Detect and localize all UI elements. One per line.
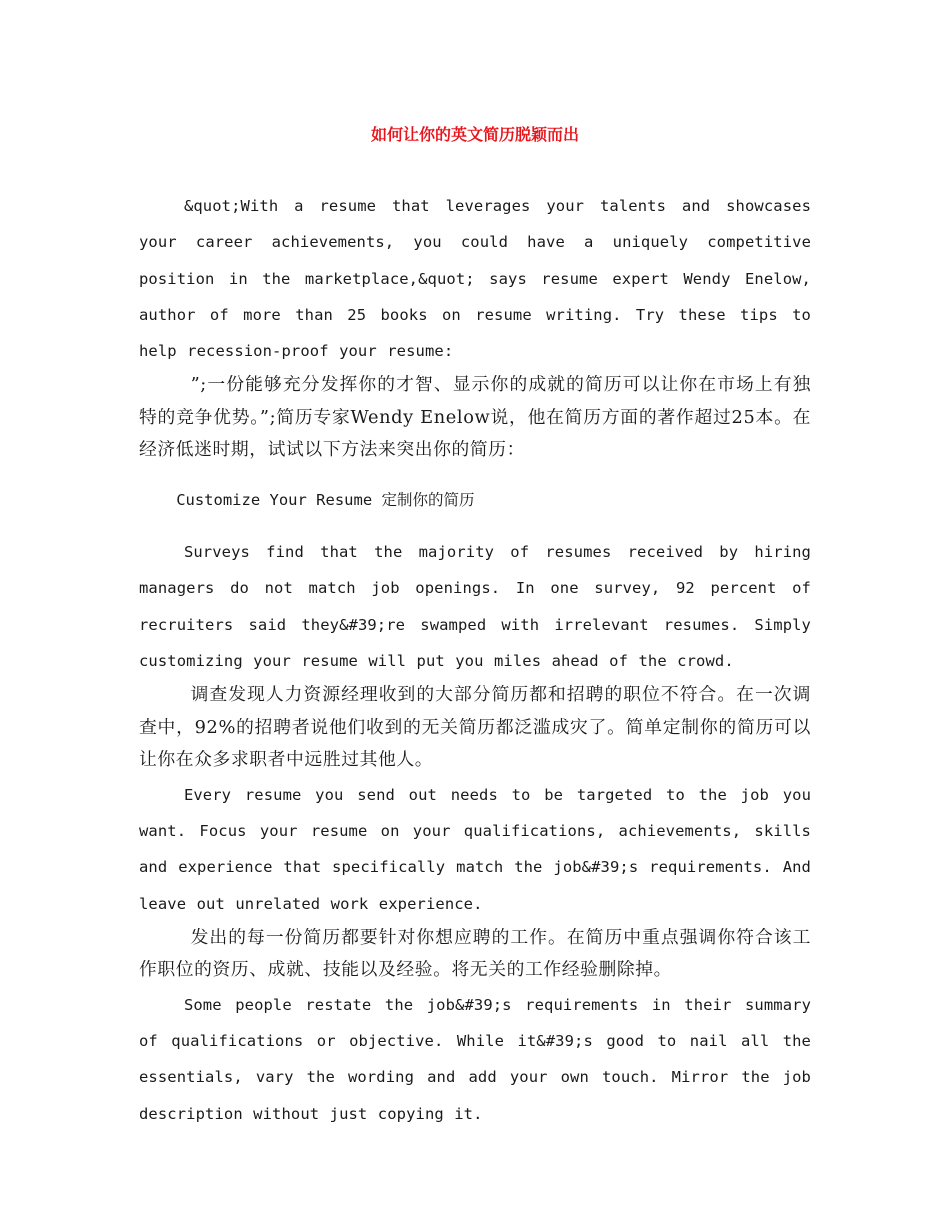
paragraph-restate-en: Some people restate the job&#39;s requirements in their summary of qualifications or objective. While it&#39;s good to nail all the essentials, vary the wording and add your own touch. Mirror the job description without just copying it.: [139, 995, 811, 1123]
paragraph-surveys-en: Surveys find that the majority of resumes received by hiring managers do not match job openings. In one survey, 92 percent of recruiters said they&#39;re swamped with irrelevant resumes. Simply customizing your resume will put you miles ahead of the crowd.: [139, 542, 811, 670]
document-body: [139, 188, 811, 1132]
section-heading-customize: Customize Your Resume 定制你的简历: [176, 491, 475, 510]
document-title: 如何让你的英文简历脱颖而出: [370, 125, 579, 144]
paragraph-targeted-en: Every resume you send out needs to be targeted to the job you want. Focus your resume on your qualifications, achievements, skills and experience that specifically match the job&#39;s requirements. And leave out unrelated work experience.: [139, 785, 811, 913]
paragraph-intro-en: &quot;With a resume that leverages your talents and showcases your career achievements, you could have a uniquely competitive position in the marketplace,&quot; says resume expert Wendy Enelow, author of more than 25 books on resume writing. Try these tips to help recession-proof your resume:: [139, 197, 811, 361]
paragraph-surveys-zh: 调查发现人力资源经理收到的大部分简历都和招聘的职位不符合。在一次调查中，92%的招聘者说他们收到的无关简历都泛滥成灾了。简单定制你的简历可以让你在众多求职者中远胜过其他人。: [139, 684, 811, 771]
paragraph-targeted-zh: 发出的每一份简历都要针对你想应聘的工作。在简历中重点强调你符合该工作职位的资历、成就、技能以及经验。将无关的工作经验删除掉。: [139, 926, 811, 981]
paragraph-intro-zh: ”;一份能够充分发挥你的才智、显示你的成就的简历可以让你在市场上有独特的竞争优势。”;简历专家Wendy Enelow说，他在简历方面的著作超过25本。在经济低迷时期，试试以下方法来突出你的简历：: [139, 374, 811, 461]
